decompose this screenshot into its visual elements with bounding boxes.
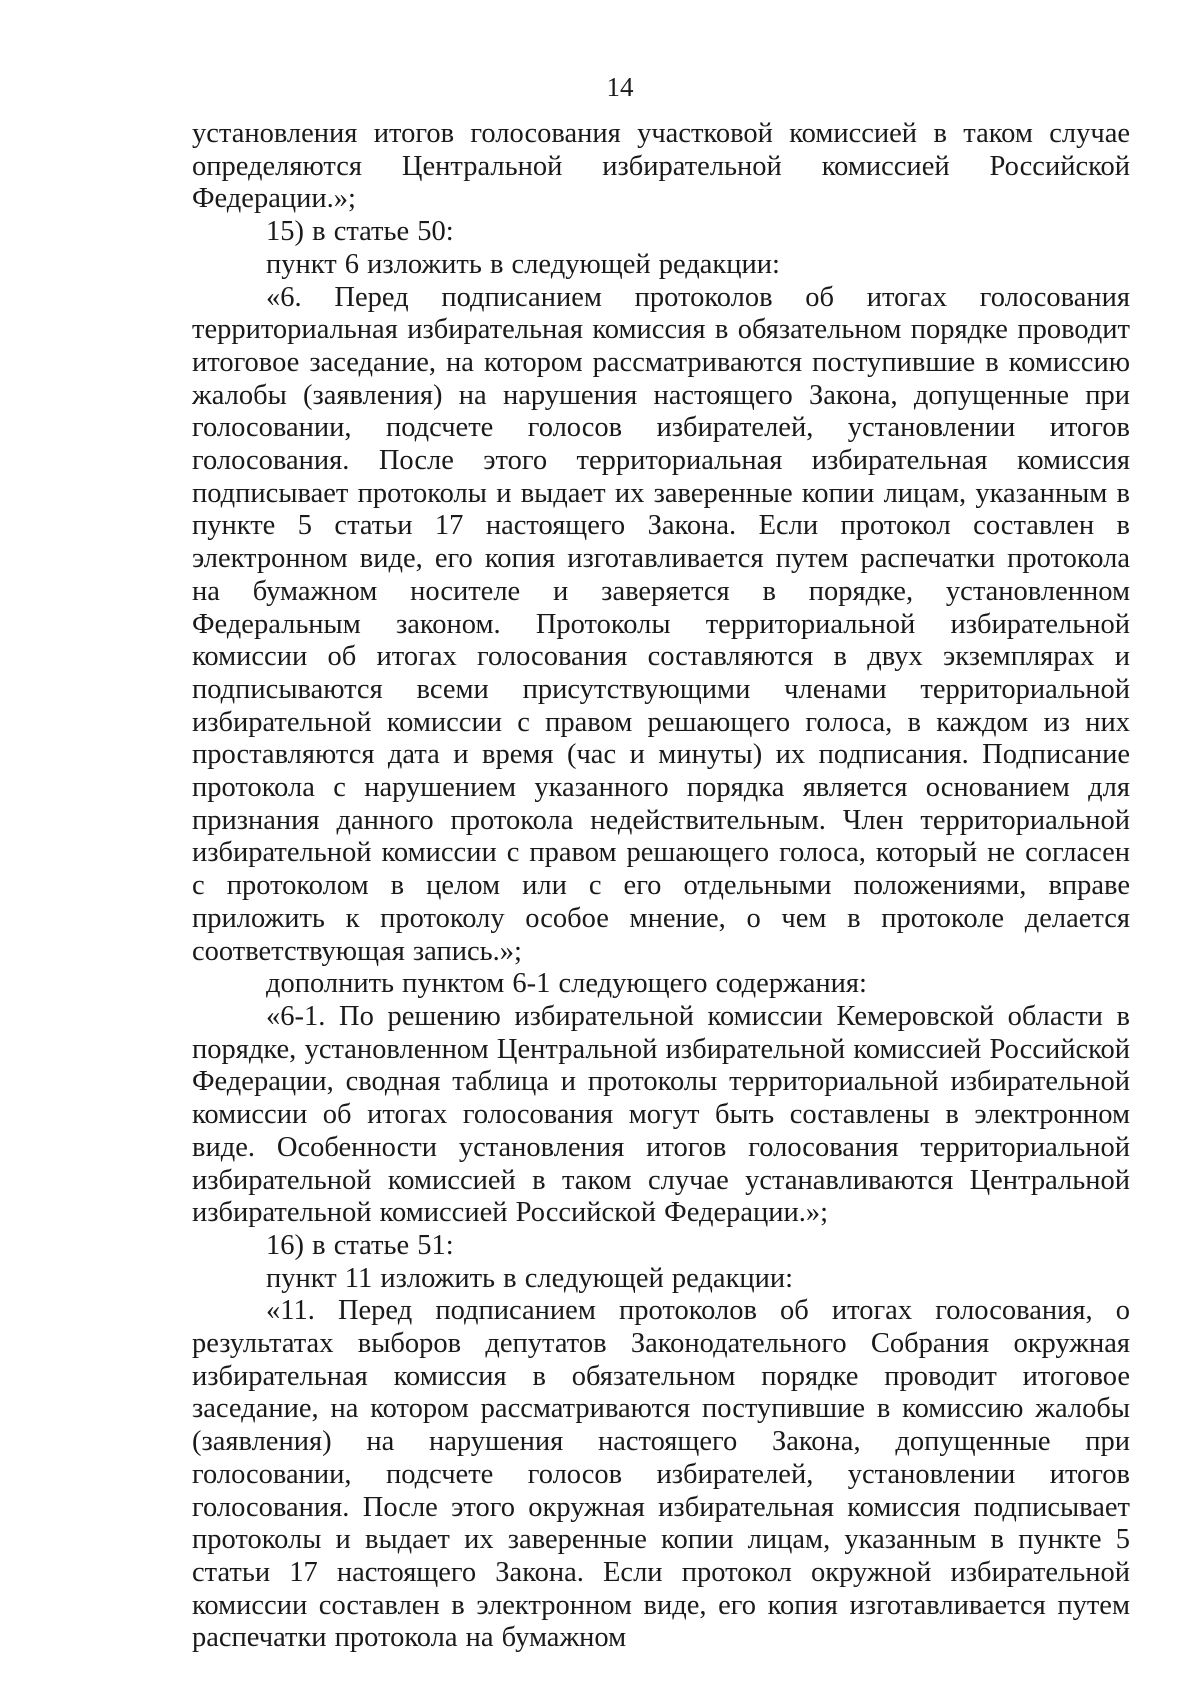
paragraph-item-6-intro: пункт 6 изложить в следующей редакции: [266,248,780,280]
paragraph-item-6-text: «6. Перед подписанием протоколов об итогах голосования территориальная избирательная комиссия в обязательном порядке проводит итоговое заседание, на котором рассматриваются поступившие в комиссию жалобы (заявления) на нарушения настоящего Закона, допущенные при голосовании, подсчете голосов избирателей, установлении итогов голосования. После этого территориальная избирательная комиссия подписывает протоколы и выдает их заверенные копии лицам, указанным в пункте 5 статьи 17 настоящего Закона. Если протокол составлен в электронном виде, его копия изготавливается путем распечатки протокола на бумажном носителе и заверяется в порядке, установленном Федеральным законом. Протоколы территориальной избирательной комиссии об итогах голосования составляются в двух экземплярах и подписываются всеми присутствующими членами территориальной избирательной комиссии с правом решающего голоса, в каждом из них проставляются дата и время (час и минуты) их подписания. Подписание протокола с нарушением указанного порядка является основанием для признания данного протокола недействительным. Член территориальной избирательной комиссии с правом решающего голоса, который не согласен с протоколом в целом или с его отдельными положениями, вправе приложить к протоколу особое мнение, о чем в протоколе делается соответствующая запись.»; [192,281,1130,967]
document-body [192,118,1130,1655]
paragraph-continuation: установления итогов голосования участковой комиссией в таком случае определяются Центральной избирательной комиссией Российской Федерации.»; [192,118,1130,215]
paragraph-item-6-1-text: «6-1. По решению избирательной комиссии Кемеровской области в порядке, установленном Центральной избирательной комиссией Российской Федерации, сводная таблица и протоколы территориальной избирательной комиссии об итогах голосования могут быть составлены в электронном виде. Особенности установления итогов голосования территориальной избирательной комиссией в таком случае устанавливаются Центральной избирательной комиссией Российской Федерации.»; [192,1000,1130,1229]
paragraph-item-6-1-intro: дополнить пунктом 6-1 следующего содержания: [266,968,867,1000]
paragraph-item-11-text: «11. Перед подписанием протоколов об итогах голосования, о результатах выборов депутатов Законодательного Собрания окружная избирательная комиссия в обязательном порядке проводит итоговое заседание, на котором рассматриваются поступившие в комиссию жалобы (заявления) на нарушения настоящего Закона, допущенные при голосовании, подсчете голосов избирателей, установлении итогов голосования. После этого окружная избирательная комиссия подписывает протоколы и выдает их заверенные копии лицам, указанным в пункте 5 статьи 17 настоящего Закона. Если протокол окружной избирательной комиссии составлен в электронном виде, его копия изготавливается путем распечатки протокола на бумажном [192,1295,1130,1654]
paragraph-article-50-heading: 15) в статье 50: [266,216,454,248]
paragraph-article-51-heading: 16) в статье 51: [266,1229,454,1261]
page-number: 14 [606,72,634,102]
paragraph-item-11-intro: пункт 11 изложить в следующей редакции: [266,1262,794,1294]
